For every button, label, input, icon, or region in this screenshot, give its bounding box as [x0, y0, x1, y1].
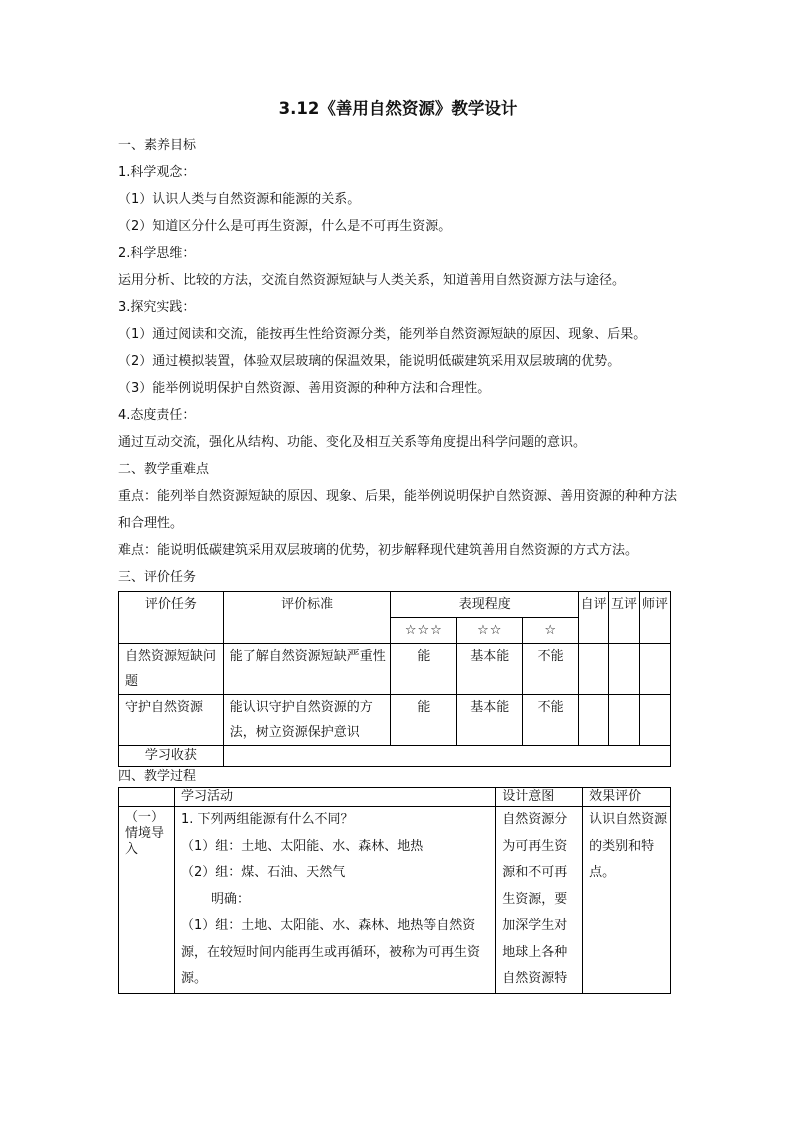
process-table	[118, 787, 671, 994]
evaluation-table	[118, 591, 671, 767]
header-stage	[119, 788, 175, 807]
activity-line: 明确：	[210, 891, 250, 907]
sci-concept-item-2: （2）知道区分什么是可再生资源，什么是不可再生资源。	[118, 219, 452, 234]
level-cell: 不能	[523, 644, 579, 695]
header-intent: 设计意图	[496, 788, 583, 807]
harvest-cell[interactable]	[223, 746, 670, 767]
self-eval-cell[interactable]	[579, 695, 609, 746]
header-evaluation: 效果评价	[583, 788, 671, 807]
difficulty-text: 难点：能说明低碳建筑采用双层玻璃的优势，初步解释现代建筑善用自然资源的方式方法。	[118, 543, 639, 558]
stage-cell: （一）情境导入	[119, 807, 175, 994]
teacher-eval-cell[interactable]	[640, 695, 671, 746]
sci-thinking-title: 2.科学思维：	[118, 246, 196, 261]
key-points-text: 重点：能列举自然资源短缺的原因、现象、后果，能举例说明保护自然资源、善用资源的种种方法和合理性。	[118, 489, 678, 531]
section-heading-process: 四、教学过程	[118, 769, 197, 784]
header-teacher-eval: 师评	[640, 592, 671, 644]
table-row	[119, 644, 671, 695]
section-heading-key-points: 二、教学重难点	[118, 462, 210, 477]
header-self-eval: 自评	[579, 592, 609, 644]
level-one-star: ☆	[523, 618, 579, 644]
intent-cell: 自然资源分为可再生资源和不可再生资源，要加深学生对地球上各种自然资源特	[496, 807, 583, 994]
level-cell: 能	[391, 644, 457, 695]
harvest-label: 学习收获	[119, 746, 224, 767]
level-two-stars: ☆☆	[457, 618, 523, 644]
activity-cell	[174, 807, 495, 994]
table-row	[119, 695, 671, 746]
inquiry-item-2: （2）通过模拟装置，体验双层玻璃的保温效果，能说明低碳建筑采用双层玻璃的优势。	[118, 354, 621, 369]
attitude-text: 通过互动交流，强化从结构、功能、变化及相互关系等角度提出科学问题的意识。	[118, 435, 587, 450]
table-row	[119, 592, 671, 618]
level-cell: 基本能	[457, 644, 523, 695]
attitude-title: 4.态度责任：	[118, 408, 196, 423]
sci-concept-item-1: （1）认识人类与自然资源和能源的关系。	[118, 192, 361, 207]
section-heading-goals: 一、素养目标	[118, 138, 197, 153]
standard-cell: 能认识守护自然资源的方法，树立资源保护意识	[223, 695, 391, 746]
header-activity: 学习活动	[174, 788, 495, 807]
level-cell: 不能	[523, 695, 579, 746]
inquiry-item-1: （1）通过阅读和交流，能按再生性给资源分类，能列举自然资源短缺的原因、现象、后果。	[118, 327, 647, 342]
sci-thinking-text: 运用分析、比较的方法，交流自然资源短缺与人类关系，知道善用自然资源方法与途径。	[118, 273, 626, 288]
task-cell: 守护自然资源	[119, 695, 224, 746]
table-row	[119, 807, 671, 994]
document-page	[118, 96, 678, 994]
peer-eval-cell[interactable]	[609, 695, 640, 746]
activity-line: 1. 下列两组能源有什么不同？	[180, 812, 354, 827]
activity-line: （2）组：煤、石油、天然气	[180, 865, 346, 880]
inquiry-title: 3.探究实践：	[118, 300, 196, 315]
header-peer-eval: 互评	[609, 592, 640, 644]
level-three-stars: ☆☆☆	[391, 618, 457, 644]
activity-line: （1）组：土地、太阳能、水、森林、地热等自然资源，在较短时间内能再生或再循环，被称为可再生资源。	[180, 918, 480, 986]
task-cell: 自然资源短缺问题	[119, 644, 224, 695]
evaluation-cell: 认识自然资源的类别和特点。	[583, 807, 671, 994]
level-cell: 能	[391, 695, 457, 746]
table-row	[119, 746, 671, 767]
document-title: 3.12《善用自然资源》教学设计	[278, 99, 518, 118]
self-eval-cell[interactable]	[579, 644, 609, 695]
level-cell: 基本能	[457, 695, 523, 746]
section-heading-evaluation: 三、评价任务	[118, 570, 197, 585]
standard-cell: 能了解自然资源短缺严重性	[223, 644, 391, 695]
peer-eval-cell[interactable]	[609, 644, 640, 695]
teacher-eval-cell[interactable]	[640, 644, 671, 695]
header-performance: 表现程度	[391, 592, 579, 618]
inquiry-item-3: （3）能举例说明保护自然资源、善用资源的种种方法和合理性。	[118, 381, 491, 396]
sci-concept-title: 1.科学观念：	[118, 165, 196, 180]
table-row	[119, 788, 671, 807]
header-task: 评价任务	[119, 592, 224, 644]
activity-line: （1）组：土地、太阳能、水、森林、地热	[180, 838, 424, 854]
header-standard: 评价标准	[223, 592, 391, 644]
